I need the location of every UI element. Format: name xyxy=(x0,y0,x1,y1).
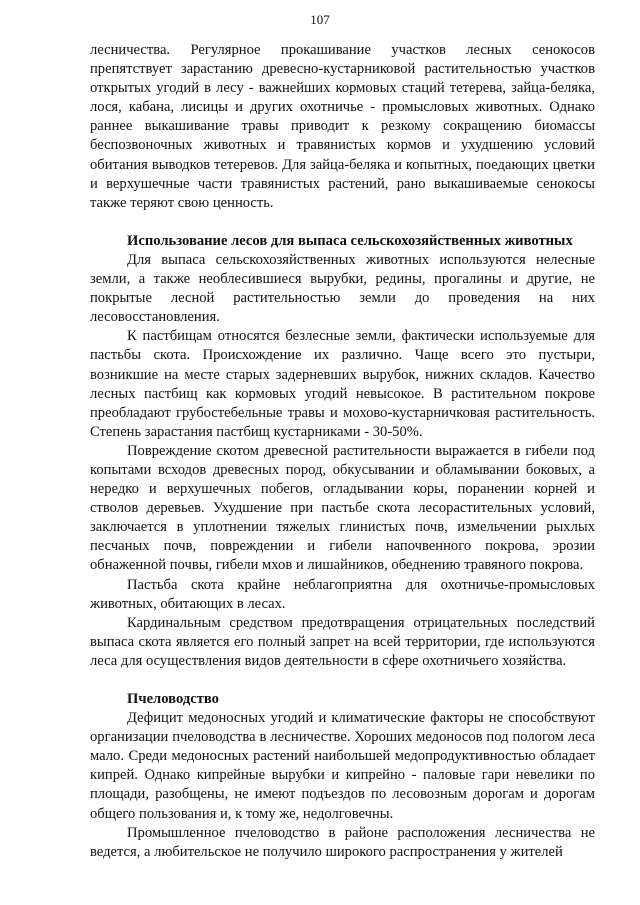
page-body xyxy=(90,41,595,862)
paragraph: Кардинальным средством предотвращения отрицательных последствий выпаса скота является его полный запрет на всей территории, где используются леса для осуществления видов деятельности в сфере охотничьего хозяйства. xyxy=(90,614,595,669)
page-number: 107 xyxy=(310,12,330,27)
paragraph: лесничества. Регулярное прокашивание участков лесных сенокосов препятствует зарастанию древесно-кустарниковой растительностью участков открытых угодий в лесу - важнейших кормовых стаций тетерева, зайца-беляка, лося, кабана, лисицы и других охотничье - промысловых животных. Однако раннее выкашивание травы приводит к резкому сокращению биомассы беспозвоночных животных и травянистых кормов и ухудшению условий обитания выводков тетеревов. Для зайца-беляка и копытных, поедающих цветки и верхушечные части травянистых растений, рано выкашиваемые сенокосы также теряют свою ценность. xyxy=(90,42,595,211)
section-heading-grazing: Использование лесов для выпаса сельскохозяйственных животных xyxy=(127,232,573,249)
paragraph: Пастьба скота крайне неблагоприятна для охотничье-промысловых животных, обитающих в лесах. xyxy=(90,576,595,612)
paragraph: Для выпаса сельскохозяйственных животных используются нелесные земли, а также необлесившиеся вырубки, редины, прогалины и другие, не покрытые лесной растительностью земли до проведения на них лесовосстановления. xyxy=(90,251,595,326)
paragraph: Дефицит медоносных угодий и климатические факторы не способствуют организации пчеловодства в лесничестве. Хороших медоносов под пологом леса мало. Среди медоносных растений наибольшей медопродуктивностью обладает кипрей. Однако кипрейные вырубки и кипрейно - паловые гари невелики по площади, разобщены, не имеют подъездов по лесовозным дорогам и дорогам общего пользования и, к тому же, недолговечны. xyxy=(90,710,595,822)
paragraph: Повреждение скотом древесной растительности выражается в гибели под копытами всходов древесных пород, обкусывании и обламывании боковых, а нередко и верхушечных побегов, огладывании коры, поранении корней и стволов деревьев. Ухудшение при пастьбе скота лесорастительных условий, заключается в уплотнении тяжелых глинистых почв, измельчении рыхлых песчаных почв, повреждении и гибели напочвенного покрова, эрозии обнаженной почвы, гибели мхов и лишайников, обеднению травяного покрова. xyxy=(90,442,595,574)
section-spacer xyxy=(90,213,595,232)
section-spacer xyxy=(90,671,595,690)
paragraph: Промышленное пчеловодство в районе расположения лесничества не ведется, а любительское не получило широкого распространения у жителей xyxy=(90,824,595,860)
paragraph: К пастбищам относятся безлесные земли, фактически используемые для пастьбы скота. Происхождение их различно. Чаще всего это пустыри, возникшие на месте старых задерневших вырубок, нижних складов. Качество лесных пастбищ как кормовых угодий невысокое. В растительном покрове преобладают грубостебельные травы и мохово-кустарничковая растительность. Степень зарастания пастбищ кустарниками - 30-50%. xyxy=(90,328,595,440)
section-heading-beekeeping: Пчеловодство xyxy=(127,691,219,707)
